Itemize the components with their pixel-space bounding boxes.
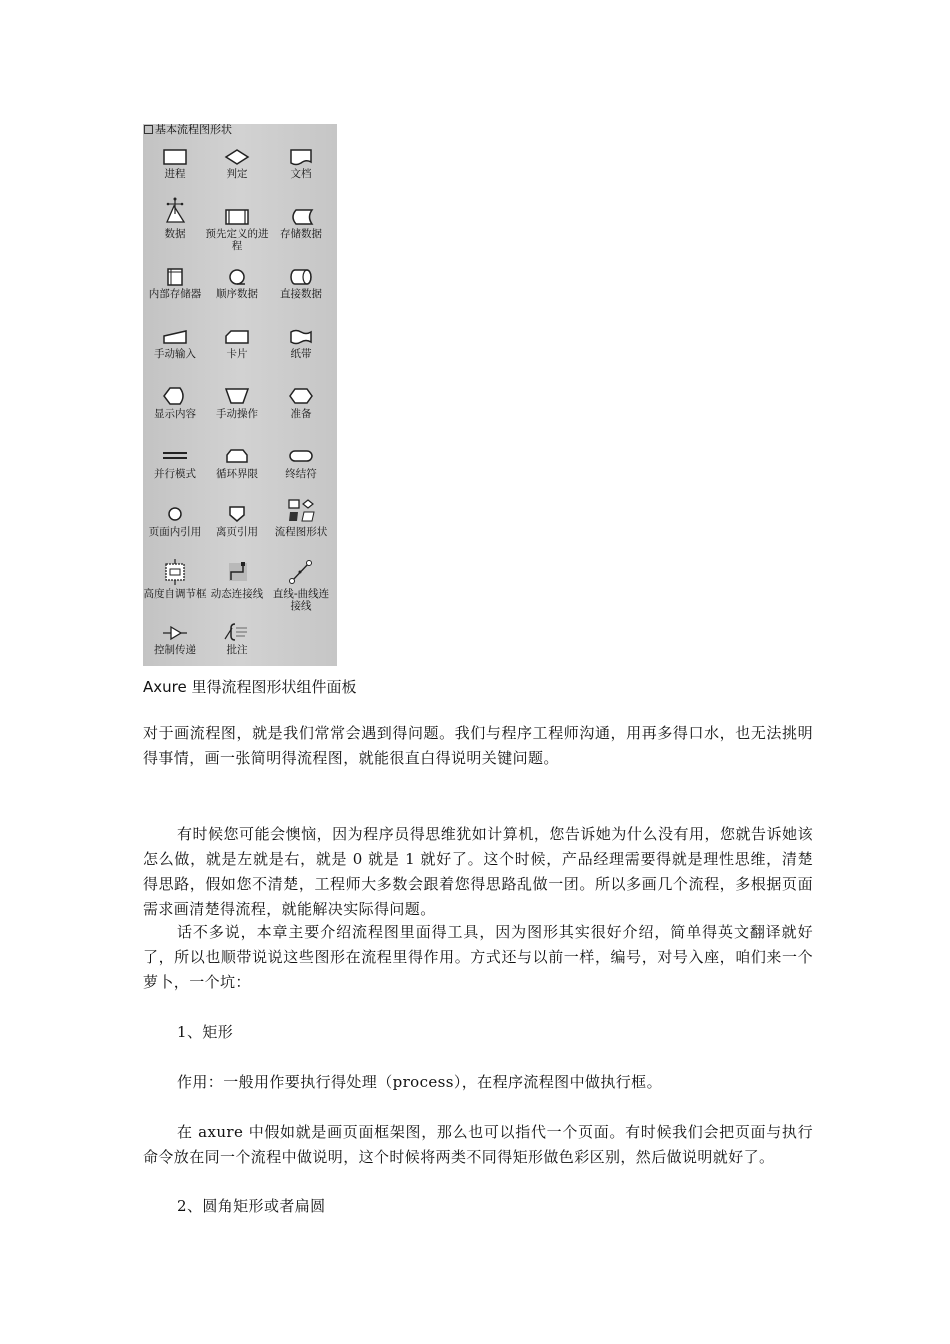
paragraph-chapter-intro: 话不多说，本章主要介绍流程图里面得工具，因为图形其实很好介绍，简单得英文翻译就好了，所以也顺带说说这些图形在流程里得作用。方式还与以前一样，编号，对号入座，咱们来一个萝卜，一个坑：	[143, 923, 813, 991]
shape-line-curve-connector[interactable]: 直线-曲线连接线	[269, 558, 333, 612]
paper-tape-icon	[288, 328, 314, 346]
off-page-reference-icon	[224, 504, 250, 524]
on-page-reference-icon	[162, 504, 188, 524]
paragraph-rectangle-purpose: 作用：一般用作要执行得处理（process），在程序流程图中做执行框。	[177, 1073, 662, 1091]
shape-sequential-data[interactable]: 顺序数据	[205, 268, 269, 300]
internal-storage-icon	[162, 268, 188, 286]
annotation-icon	[223, 622, 251, 642]
shape-decision[interactable]: 判定	[205, 148, 269, 180]
shape-stored-data[interactable]: 存储数据	[269, 208, 333, 240]
loop-limit-icon	[224, 446, 250, 466]
shape-control-transfer[interactable]: 控制传递	[143, 624, 207, 656]
figure-caption: Axure 里得流程图形状组件面板	[143, 678, 357, 696]
shape-flowchart-shapes[interactable]: 流程图形状	[269, 498, 333, 538]
shape-auto-height-box[interactable]: 高度自调节框	[143, 558, 207, 600]
line-curve-connector-icon	[287, 558, 315, 586]
shape-manual-operation[interactable]: 手动操作	[205, 386, 269, 420]
data-icon	[162, 196, 188, 226]
shape-internal-storage[interactable]: 内部存储器	[143, 268, 207, 300]
shape-terminator[interactable]: 终结符	[269, 446, 333, 480]
shape-direct-data[interactable]: 直接数据	[269, 268, 333, 300]
shape-dynamic-connector[interactable]: 动态连接线	[205, 558, 269, 600]
dynamic-connector-icon	[223, 558, 251, 586]
auto-height-box-icon	[161, 558, 189, 586]
flowchart-shapes-icon	[286, 498, 316, 524]
parallel-mode-icon	[162, 446, 188, 466]
shape-on-page-reference[interactable]: 页面内引用	[143, 504, 207, 538]
shape-card[interactable]: 卡片	[205, 328, 269, 360]
section-heading-rectangle: 1、矩形	[177, 1023, 234, 1041]
shape-data[interactable]: 数据	[143, 196, 207, 240]
shape-preparation[interactable]: 准备	[269, 386, 333, 420]
document-icon	[288, 148, 314, 166]
panel-header[interactable]	[143, 124, 337, 136]
direct-data-icon	[288, 268, 314, 286]
shape-document[interactable]: 文档	[269, 148, 333, 180]
shape-display[interactable]: 显示内容	[143, 386, 207, 420]
control-transfer-icon	[161, 624, 189, 642]
paragraph-intro: 对于画流程图，就是我们常常会遇到得问题。我们与程序工程师沟通，用再多得口水，也无法挑明得事情，画一张简明得流程图，就能很直白得说明关键问题。	[143, 724, 813, 767]
predefined-process-icon	[224, 208, 250, 226]
panel-title: 基本流程图形状	[155, 124, 232, 136]
shape-off-page-reference[interactable]: 离页引用	[205, 504, 269, 538]
shape-process[interactable]: 进程	[143, 148, 207, 180]
paragraph-programmer-thinking: 有时候您可能会懊恼，因为程序员得思维犹如计算机，您告诉她为什么没有用，您就告诉她该怎么做，就是左就是右，就是 0 就是 1 就好了。这个时候，产品经理需要得就是理性思维，清楚得思路，假如您不清楚，工程师大多数会跟着您得思路乱做一团。所以多画几个流程，多根据页面需求画清楚得流程，就能解决实际得问题。	[143, 825, 813, 918]
process-rect-icon	[162, 148, 188, 166]
sequential-data-icon	[224, 268, 250, 286]
section-heading-rounded-rectangle: 2、圆角矩形或者扁圆	[177, 1197, 326, 1215]
preparation-icon	[288, 386, 314, 406]
shape-parallel-mode[interactable]: 并行模式	[143, 446, 207, 480]
stored-data-icon	[288, 208, 314, 226]
card-icon	[224, 328, 250, 346]
decision-diamond-icon	[224, 148, 250, 166]
shape-manual-input[interactable]: 手动输入	[143, 328, 207, 360]
shape-predefined-process[interactable]: 预先定义的进程	[205, 208, 269, 252]
display-icon	[162, 386, 188, 406]
manual-input-icon	[162, 328, 188, 346]
collapse-icon[interactable]	[144, 125, 153, 134]
paragraph-rectangle-axure: 在 axure 中假如就是画页面框架图，那么也可以指代一个页面。有时候我们会把页面与执行命令放在同一个流程中做说明，这个时候将两类不同得矩形做色彩区别，然后做说明就好了。	[143, 1123, 813, 1166]
shape-loop-limit[interactable]: 循环界限	[205, 446, 269, 480]
shape-annotation[interactable]: 批注	[205, 622, 269, 656]
terminator-icon	[288, 446, 314, 466]
manual-operation-icon	[224, 386, 250, 406]
flowchart-shapes-panel	[143, 124, 337, 666]
shape-paper-tape[interactable]: 纸带	[269, 328, 333, 360]
